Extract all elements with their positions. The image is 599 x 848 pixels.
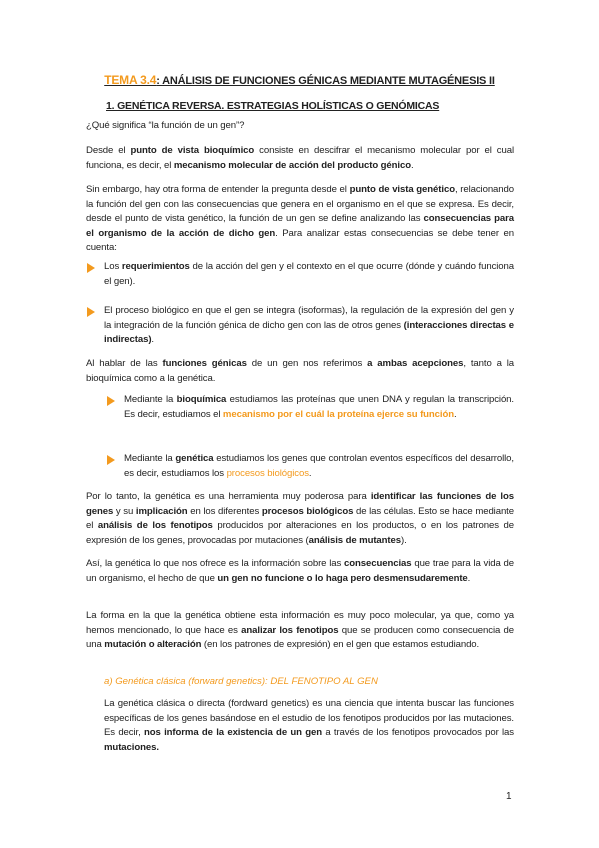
question-paragraph: ¿Qué significa “la función de un gen”? — [86, 120, 245, 131]
paragraph-biochemical: Desde el punto de vista bioquímico consiste en descifrar el mecanismo molecular por el cual funciona, es decir, el mecanismo molecular de acción del producto génico. — [86, 145, 515, 171]
bullet-arrow-icon — [107, 455, 115, 465]
page-title — [0, 73, 599, 87]
paragraph-phenotype-analysis: La forma en la que la genética obtiene esta información es muy poco molecular, ya que, como ya hemos mencionado, lo que hace es analizar los fenotipos que se producen como consecuencia de una mutación o alteración (en los patrones de expresión) en el gen que estamos estudiando. — [86, 610, 514, 651]
title-topic-number: TEMA 3.4 — [104, 73, 157, 87]
paragraph-gene-functions: Al hablar de las funciones génicas de un gen nos referimos a ambas acepciones, tanto a la bioquímica como a la genética. — [86, 358, 514, 384]
bullet-arrow-icon — [87, 263, 95, 273]
section-heading: 1. GENÉTICA REVERSA. ESTRATEGIAS HOLÍSTICAS O GENÓMICAS — [106, 100, 440, 112]
page-number: 1 — [506, 791, 512, 802]
paragraph-forward-genetics: La genética clásica o directa (fordward genetics) es una ciencia que intenta buscar las funciones específicas de los genes basándose en el estudio de los fenotipos producidos por las mutaciones. Es decir, nos informa de la existencia de un gen a través de los fenotipos provocados por las mutaciones. — [104, 698, 514, 753]
paragraph-powerful-tool: Por lo tanto, la genética es una herramienta muy poderosa para identificar las funciones de los genes y su implicación en los diferentes procesos biológicos de las células. Esto se hace mediante el análisis de los fenotipos producidos por alteraciones en los productos, o en los patrones de expresión de los genes, provocadas por mutaciones (análisis de mutantes). — [86, 491, 514, 546]
bullet-requirements: Los requerimientos de la acción del gen y el contexto en el que ocurre (dónde y cuándo funciona el gen). — [104, 261, 515, 287]
bullet-genetics: Mediante la genética estudiamos los genes que controlan eventos específicos del desarrollo, es decir, estudiamos los procesos biológicos. — [124, 453, 514, 479]
paragraph-consequences: Así, la genética lo que nos ofrece es la información sobre las consecuencias que trae para la vida de un organismo, el hecho de que un gen no funcione o lo haga pero desmensudaremente. — [86, 558, 514, 584]
title-text: : ANÁLISIS DE FUNCIONES GÉNICAS MEDIANTE MUTAGÉNESIS II — [156, 75, 495, 87]
bullet-biochemistry: Mediante la bioquímica estudiamos las proteínas que unen DNA y regulan la transcripción. Es decir, estudiamos el mecanismo por el cuál la proteína ejerce su función. — [124, 394, 514, 420]
subsection-heading: a) Genética clásica (forward genetics): DEL FENOTIPO AL GEN — [104, 676, 378, 687]
bullet-arrow-icon — [87, 307, 95, 317]
paragraph-genetic: Sin embargo, hay otra forma de entender la pregunta desde el punto de vista genético, relacionando la función del gen con las consecuencias que genera en el organismo en el que se expresa. Es decir, desde el punto de vista genético, la función de un gen se define analizando las consecuencias para el organismo de la acción de dicho gen. Para analizar estas consecuencias se debe tener en cuenta: — [86, 184, 515, 254]
bullet-biological-process: El proceso biológico en que el gen se integra (isoformas), la regulación de la expresión del gen y la integración de la función génica de dicho gen con las de otros genes (interacciones directas e indirectas). — [104, 305, 514, 346]
bullet-arrow-icon — [107, 396, 115, 406]
